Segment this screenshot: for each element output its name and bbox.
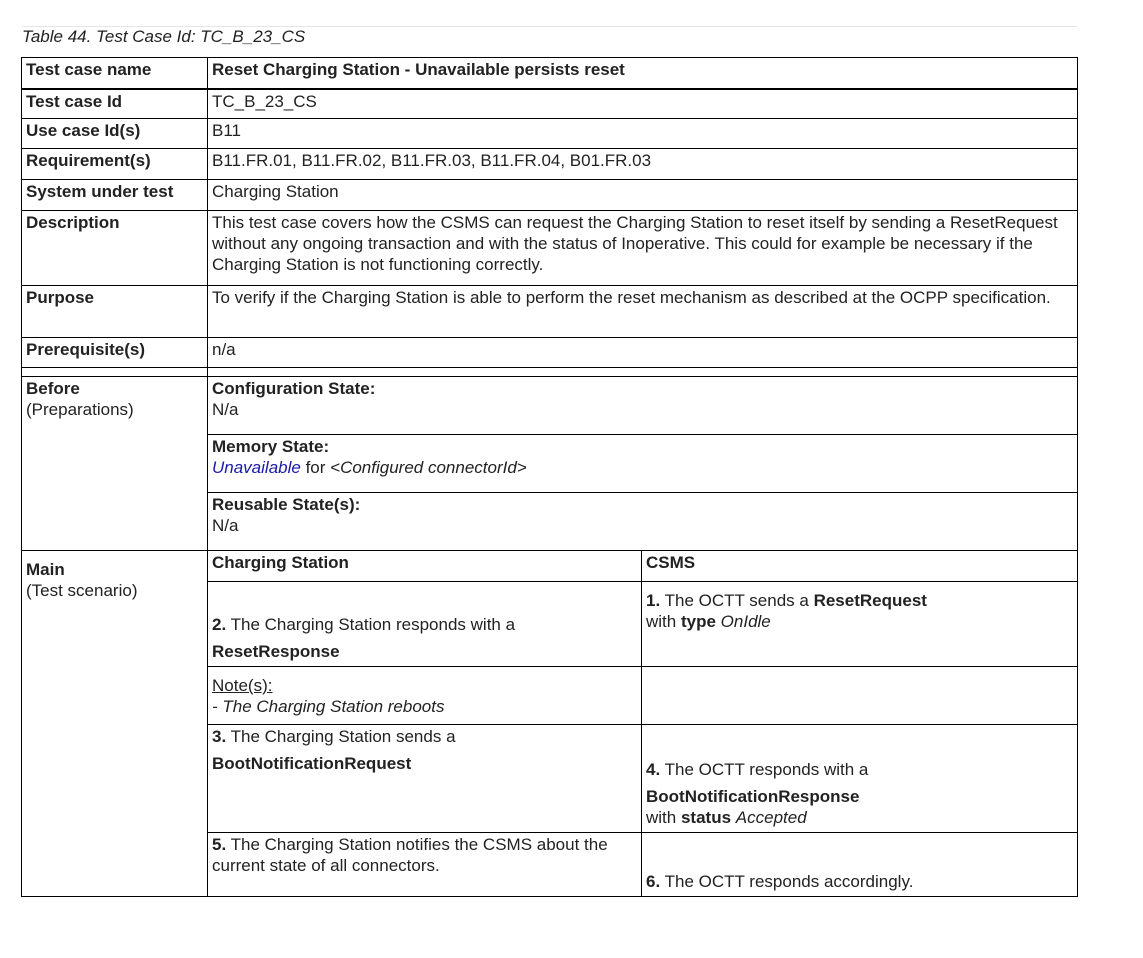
row-before-config <box>22 377 1078 435</box>
label-requirements: Requirement(s) <box>22 149 208 180</box>
row-description <box>22 211 1078 286</box>
note-cell <box>208 667 642 725</box>
label-system-under-test: System under test <box>22 180 208 211</box>
value-system-under-test: Charging Station <box>208 180 1078 211</box>
step-2-text: The Charging Station responds with a <box>226 615 516 634</box>
note-empty-cell <box>642 667 1078 725</box>
column-csms: CSMS <box>642 551 1078 582</box>
value-description: This test case covers how the CSMS can request the Charging Station to reset itself by sending a ResetRequest without any ongoing transaction and with the status of Inoperative. This could for example be necessary if the Charging Station is not functioning correctly. <box>208 211 1078 286</box>
memory-state-title: Memory State: <box>212 437 330 456</box>
row-main-header <box>22 551 1078 582</box>
row-prerequisites <box>22 338 1078 368</box>
value-test-case-id: TC_B_23_CS <box>208 89 1078 119</box>
row-use-case-id <box>22 119 1078 149</box>
note-title: Note(s): <box>212 676 273 695</box>
value-use-case-id: B11 <box>208 119 1078 149</box>
note-text: - The Charging Station reboots <box>212 697 445 716</box>
step-5-cell <box>208 833 642 897</box>
memory-state-for: for <box>300 458 331 477</box>
step-1-cell <box>642 582 1078 667</box>
column-charging-station: Charging Station <box>208 551 642 582</box>
step-4-text: The OCTT responds with a <box>660 760 869 779</box>
main-title: Main <box>26 560 65 579</box>
label-prerequisites: Prerequisite(s) <box>22 338 208 368</box>
before-title: Before <box>26 379 80 398</box>
config-state-title: Configuration State: <box>212 379 376 398</box>
step-4-value: Accepted <box>735 808 807 827</box>
memory-state-line <box>212 457 1073 478</box>
step-3-message: BootNotificationRequest <box>212 754 412 773</box>
step-2-num: 2. <box>212 615 227 634</box>
row-spacer <box>22 368 1078 377</box>
row-requirements <box>22 149 1078 180</box>
step-4-message: BootNotificationResponse <box>646 787 860 806</box>
step-5-text: The Charging Station notifies the CSMS about the current state of all connectors. <box>212 835 608 875</box>
step-1-field: type <box>680 612 716 631</box>
row-purpose <box>22 286 1078 338</box>
row-system-under-test <box>22 180 1078 211</box>
step-3-cell <box>208 725 642 833</box>
label-before <box>22 377 208 551</box>
step-3-text: The Charging Station sends a <box>226 727 456 746</box>
reusable-state-title: Reusable State(s): <box>212 495 361 514</box>
step-6-text: The OCTT responds accordingly. <box>660 872 914 891</box>
step-1-num: 1. <box>646 591 661 610</box>
reusable-state-value: N/a <box>212 516 239 535</box>
memory-state-target: <Configured connectorId> <box>330 458 527 477</box>
value-test-case-name: Reset Charging Station - Unavailable persists reset <box>208 58 1078 89</box>
step-4-with: with <box>646 808 681 827</box>
value-requirements: B11.FR.01, B11.FR.02, B11.FR.03, B11.FR.04, B01.FR.03 <box>208 149 1078 180</box>
test-case-table <box>21 57 1078 897</box>
row-test-case-name <box>22 58 1078 89</box>
memory-state-cell <box>208 435 1078 493</box>
step-3-num: 3. <box>212 727 227 746</box>
step-2-cell <box>208 582 642 667</box>
step-1-text: The OCTT sends a <box>660 591 814 610</box>
before-subtitle: (Preparations) <box>26 400 134 419</box>
step-4-field: status <box>680 808 732 827</box>
step-6-num: 6. <box>646 872 661 891</box>
row-test-case-id <box>22 89 1078 119</box>
step-4-cell <box>642 725 1078 833</box>
value-purpose: To verify if the Charging Station is able to perform the reset mechanism as described at the OCPP specification. <box>208 286 1078 338</box>
step-1-value: OnIdle <box>720 612 771 631</box>
reusable-state-cell <box>208 493 1078 551</box>
main-subtitle: (Test scenario) <box>26 581 138 600</box>
step-1-with: with <box>646 612 681 631</box>
label-description: Description <box>22 211 208 286</box>
label-main <box>22 551 208 897</box>
step-1-message: ResetRequest <box>813 591 927 610</box>
memory-state-link[interactable]: Unavailable <box>212 458 301 477</box>
label-purpose: Purpose <box>22 286 208 338</box>
step-5-num: 5. <box>212 835 227 854</box>
step-2-message: ResetResponse <box>212 642 340 661</box>
config-state-cell <box>208 377 1078 435</box>
label-test-case-id: Test case Id <box>22 89 208 119</box>
label-use-case-id: Use case Id(s) <box>22 119 208 149</box>
label-test-case-name: Test case name <box>22 58 208 89</box>
step-6-cell <box>642 833 1078 897</box>
step-4-num: 4. <box>646 760 661 779</box>
table-caption: Table 44. Test Case Id: TC_B_23_CS <box>22 27 306 46</box>
value-prerequisites: n/a <box>208 338 1078 368</box>
config-state-value: N/a <box>212 400 239 419</box>
